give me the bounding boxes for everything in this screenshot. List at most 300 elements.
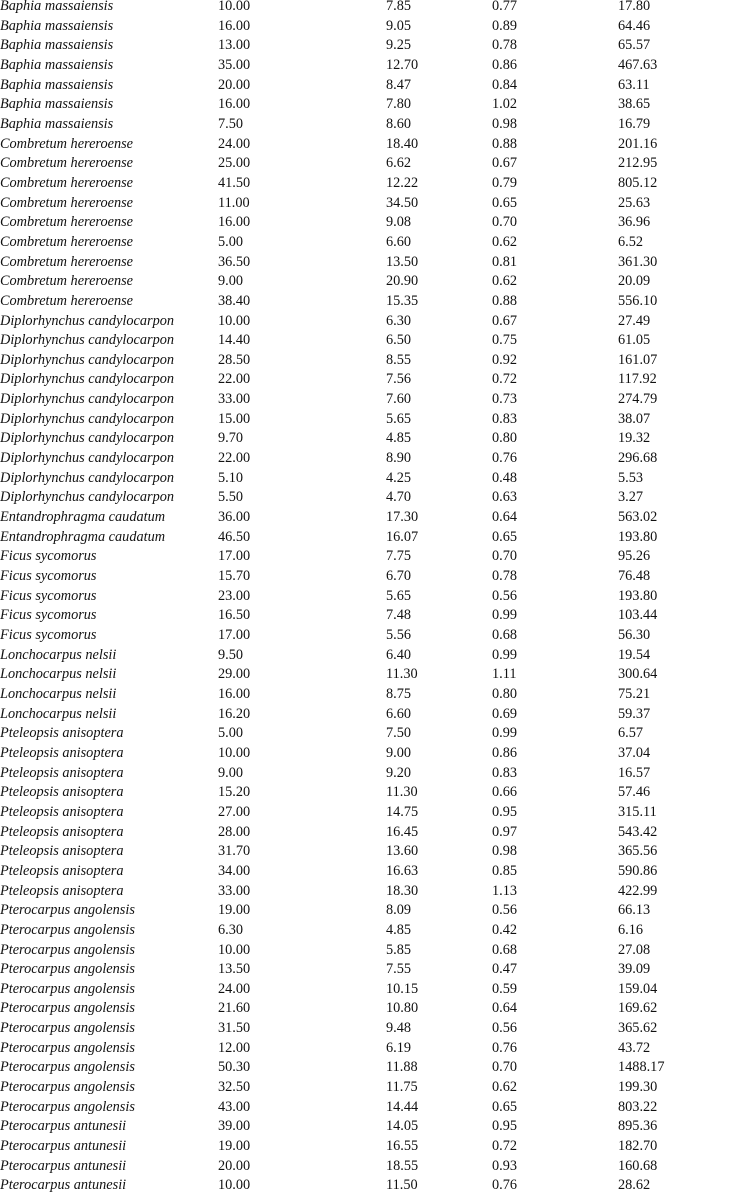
value-2-cell: 4.85: [386, 430, 412, 447]
value-2-cell: 8.47: [386, 76, 412, 93]
table-row: [0, 253, 744, 273]
table-row: [0, 351, 744, 371]
table-row: [0, 901, 744, 921]
table-row: [0, 744, 744, 764]
value-3-cell: 0.64: [492, 509, 518, 526]
species-cell: Diplorhynchus candylocarpon: [0, 450, 175, 467]
value-4-cell: 76.48: [618, 568, 651, 585]
value-4-cell: 467.63: [618, 56, 658, 73]
species-cell: Pterocarpus angolensis: [0, 921, 135, 938]
species-cell: Combretum hereroense: [0, 233, 134, 250]
table-row: [0, 95, 744, 115]
value-2-cell: 17.30: [386, 509, 419, 526]
value-3-cell: 0.80: [492, 685, 518, 702]
table-row: [0, 1098, 744, 1118]
value-1-cell: 9.00: [218, 764, 244, 781]
value-4-cell: 38.07: [618, 410, 651, 427]
value-4-cell: 805.12: [618, 174, 658, 191]
value-3-cell: 0.62: [492, 233, 518, 250]
species-cell: Ficus sycomorus: [0, 548, 97, 565]
value-2-cell: 18.30: [386, 882, 419, 899]
value-4-cell: 1488.17: [618, 1059, 665, 1076]
species-cell: Pteleopsis anisoptera: [0, 725, 124, 742]
species-cell: Baphia massaiensis: [0, 37, 114, 54]
table-row: [0, 567, 744, 587]
value-3-cell: 0.70: [492, 548, 518, 565]
table-row: [0, 213, 744, 233]
value-1-cell: 36.00: [218, 509, 251, 526]
value-3-cell: 0.78: [492, 568, 518, 585]
value-4-cell: 28.62: [618, 1177, 651, 1194]
value-1-cell: 5.00: [218, 233, 244, 250]
value-1-cell: 25.00: [218, 155, 251, 172]
value-3-cell: 0.47: [492, 961, 518, 978]
value-4-cell: 63.11: [618, 76, 650, 93]
value-4-cell: 5.53: [618, 469, 644, 486]
value-1-cell: 9.00: [218, 273, 244, 290]
species-cell: Entandrophragma caudatum: [0, 509, 166, 526]
value-3-cell: 0.86: [492, 56, 518, 73]
species-cell: Pterocarpus angolensis: [0, 941, 135, 958]
value-1-cell: 17.00: [218, 627, 251, 643]
value-4-cell: 61.05: [618, 332, 651, 349]
species-cell: Pterocarpus antunesii: [0, 1118, 127, 1135]
table-row: [0, 823, 744, 843]
value-1-cell: 15.00: [218, 410, 251, 427]
value-2-cell: 14.75: [386, 803, 419, 820]
value-1-cell: 22.00: [218, 371, 251, 388]
value-4-cell: 66.13: [618, 902, 651, 919]
value-3-cell: 0.56: [492, 587, 518, 604]
value-2-cell: 10.15: [386, 980, 419, 997]
value-3-cell: 0.56: [492, 1020, 518, 1037]
table-row: [0, 429, 744, 449]
table-row: [0, 960, 744, 980]
table-row: [0, 115, 744, 135]
species-cell: Combretum hereroense: [0, 292, 134, 309]
value-3-cell: 1.02: [492, 96, 518, 113]
value-2-cell: 11.88: [386, 1059, 418, 1076]
value-2-cell: 11.50: [386, 1177, 418, 1194]
value-4-cell: 117.92: [618, 371, 657, 388]
value-2-cell: 9.25: [386, 37, 412, 54]
value-3-cell: 0.68: [492, 941, 518, 958]
value-3-cell: 0.73: [492, 391, 518, 408]
value-3-cell: 0.95: [492, 1118, 518, 1135]
value-1-cell: 31.50: [218, 1020, 251, 1037]
table-row: [0, 312, 744, 332]
value-2-cell: 5.56: [386, 627, 412, 643]
value-1-cell: 33.00: [218, 882, 251, 899]
value-3-cell: 0.63: [492, 489, 518, 506]
value-1-cell: 21.60: [218, 1000, 251, 1017]
value-4-cell: 590.86: [618, 862, 658, 879]
value-3-cell: 0.66: [492, 784, 518, 801]
value-2-cell: 16.55: [386, 1138, 419, 1155]
value-4-cell: 182.70: [618, 1138, 658, 1155]
species-cell: Diplorhynchus candylocarpon: [0, 391, 175, 408]
value-4-cell: 169.62: [618, 1000, 658, 1017]
table-row: [0, 17, 744, 37]
value-3-cell: 0.83: [492, 410, 518, 427]
species-cell: Diplorhynchus candylocarpon: [0, 312, 175, 329]
species-cell: Pteleopsis anisoptera: [0, 882, 124, 899]
value-3-cell: 0.84: [492, 76, 518, 93]
species-cell: Lonchocarpus nelsii: [0, 705, 117, 722]
table-row: [0, 174, 744, 194]
species-cell: Pteleopsis anisoptera: [0, 784, 124, 801]
value-2-cell: 5.85: [386, 941, 412, 958]
value-2-cell: 11.75: [386, 1079, 418, 1096]
value-4-cell: 17.80: [618, 0, 651, 14]
table-row: [0, 1176, 744, 1196]
value-2-cell: 6.62: [386, 155, 412, 172]
species-cell: Combretum hereroense: [0, 155, 134, 172]
value-1-cell: 27.00: [218, 803, 251, 820]
value-2-cell: 9.05: [386, 17, 412, 34]
table-row: [0, 1137, 744, 1157]
value-1-cell: 32.50: [218, 1079, 251, 1096]
value-4-cell: 361.30: [618, 253, 658, 270]
table-row: [0, 626, 744, 646]
value-1-cell: 19.00: [218, 1138, 251, 1155]
table-row: [0, 508, 744, 528]
table-row: [0, 76, 744, 96]
value-3-cell: 0.99: [492, 646, 518, 663]
value-3-cell: 0.92: [492, 351, 518, 368]
value-4-cell: 37.04: [618, 744, 651, 761]
value-4-cell: 75.21: [618, 685, 651, 702]
species-cell: Pteleopsis anisoptera: [0, 803, 124, 820]
value-3-cell: 0.97: [492, 823, 518, 840]
value-4-cell: 38.65: [618, 96, 651, 113]
value-1-cell: 10.00: [218, 1177, 251, 1194]
value-1-cell: 46.50: [218, 528, 251, 545]
value-3-cell: 0.81: [492, 253, 518, 270]
value-3-cell: 0.72: [492, 371, 518, 388]
value-1-cell: 28.50: [218, 351, 251, 368]
value-3-cell: 0.80: [492, 430, 518, 447]
species-cell: Pterocarpus angolensis: [0, 1039, 135, 1056]
table-row: [0, 331, 744, 351]
value-3-cell: 0.89: [492, 17, 518, 34]
species-cell: Baphia massaiensis: [0, 96, 114, 113]
value-2-cell: 6.70: [386, 568, 412, 585]
value-1-cell: 5.50: [218, 489, 244, 506]
value-1-cell: 16.00: [218, 214, 251, 231]
species-cell: Lonchocarpus nelsii: [0, 646, 117, 663]
value-4-cell: 27.08: [618, 941, 651, 958]
species-cell: Lonchocarpus nelsii: [0, 685, 117, 702]
value-1-cell: 5.00: [218, 725, 244, 742]
value-2-cell: 13.60: [386, 843, 419, 860]
species-cell: Diplorhynchus candylocarpon: [0, 489, 175, 506]
value-2-cell: 16.07: [386, 528, 419, 545]
value-4-cell: 56.30: [618, 627, 651, 643]
value-3-cell: 0.76: [492, 1039, 518, 1056]
species-cell: Baphia massaiensis: [0, 56, 114, 73]
species-cell: Diplorhynchus candylocarpon: [0, 469, 175, 486]
table-row: [0, 705, 744, 725]
species-cell: Pterocarpus angolensis: [0, 1000, 135, 1017]
value-2-cell: 14.44: [386, 1098, 419, 1115]
table-row: [0, 724, 744, 744]
table-row: [0, 135, 744, 155]
species-cell: Diplorhynchus candylocarpon: [0, 430, 175, 447]
table-row: [0, 980, 744, 1000]
value-3-cell: 0.67: [492, 155, 518, 172]
value-4-cell: 193.80: [618, 528, 658, 545]
value-4-cell: 159.04: [618, 980, 658, 997]
value-4-cell: 6.16: [618, 921, 644, 938]
value-1-cell: 7.50: [218, 115, 244, 132]
value-1-cell: 14.40: [218, 332, 251, 349]
value-4-cell: 556.10: [618, 292, 658, 309]
value-2-cell: 8.60: [386, 115, 412, 132]
table-row: [0, 449, 744, 469]
value-4-cell: 543.42: [618, 823, 658, 840]
table-row: [0, 783, 744, 803]
species-cell: Pteleopsis anisoptera: [0, 744, 124, 761]
value-2-cell: 8.09: [386, 902, 412, 919]
value-1-cell: 13.00: [218, 37, 251, 54]
value-4-cell: 212.95: [618, 155, 658, 172]
species-cell: Combretum hereroense: [0, 273, 134, 290]
species-cell: Pterocarpus angolensis: [0, 1059, 135, 1076]
value-1-cell: 43.00: [218, 1098, 251, 1115]
table-row: [0, 154, 744, 174]
table-row: [0, 764, 744, 784]
value-4-cell: 6.57: [618, 725, 644, 742]
value-3-cell: 1.11: [492, 666, 517, 683]
value-2-cell: 5.65: [386, 410, 412, 427]
table-row: [0, 0, 744, 17]
value-4-cell: 27.49: [618, 312, 651, 329]
value-3-cell: 0.93: [492, 1157, 518, 1174]
table-row: [0, 36, 744, 56]
value-1-cell: 24.00: [218, 980, 251, 997]
species-cell: Pteleopsis anisoptera: [0, 843, 124, 860]
value-4-cell: 65.57: [618, 37, 651, 54]
species-cell: Baphia massaiensis: [0, 115, 114, 132]
table-row: [0, 646, 744, 666]
value-3-cell: 0.77: [492, 0, 518, 14]
value-3-cell: 0.70: [492, 214, 518, 231]
table-row: [0, 941, 744, 961]
species-cell: Entandrophragma caudatum: [0, 528, 166, 545]
value-3-cell: 0.85: [492, 862, 518, 879]
species-cell: Pterocarpus angolensis: [0, 1098, 135, 1115]
species-cell: Pteleopsis anisoptera: [0, 764, 124, 781]
value-4-cell: 103.44: [618, 607, 658, 624]
value-2-cell: 11.30: [386, 784, 418, 801]
table-row: [0, 194, 744, 214]
value-1-cell: 24.00: [218, 135, 251, 152]
value-4-cell: 315.11: [618, 803, 657, 820]
value-3-cell: 0.48: [492, 469, 518, 486]
value-1-cell: 31.70: [218, 843, 251, 860]
value-2-cell: 12.70: [386, 56, 419, 73]
value-1-cell: 10.00: [218, 744, 251, 761]
value-4-cell: 300.64: [618, 666, 658, 683]
table-row: [0, 1078, 744, 1098]
value-3-cell: 0.76: [492, 1177, 518, 1194]
value-1-cell: 10.00: [218, 941, 251, 958]
value-2-cell: 13.50: [386, 253, 419, 270]
table-row: [0, 921, 744, 941]
value-3-cell: 0.79: [492, 174, 518, 191]
table-row: [0, 882, 744, 902]
table-row: [0, 292, 744, 312]
value-2-cell: 6.60: [386, 705, 412, 722]
species-cell: Pterocarpus antunesii: [0, 1177, 127, 1194]
value-1-cell: 38.40: [218, 292, 251, 309]
value-2-cell: 34.50: [386, 194, 419, 211]
value-2-cell: 6.19: [386, 1039, 412, 1056]
value-3-cell: 0.64: [492, 1000, 518, 1017]
value-1-cell: 16.00: [218, 96, 251, 113]
value-1-cell: 17.00: [218, 548, 251, 565]
species-cell: Pterocarpus angolensis: [0, 1079, 135, 1096]
value-4-cell: 161.07: [618, 351, 658, 368]
value-1-cell: 19.00: [218, 902, 251, 919]
value-3-cell: 0.59: [492, 980, 518, 997]
value-2-cell: 18.40: [386, 135, 419, 152]
species-cell: Diplorhynchus candylocarpon: [0, 351, 175, 368]
value-3-cell: 0.75: [492, 332, 518, 349]
value-2-cell: 8.55: [386, 351, 412, 368]
value-3-cell: 0.98: [492, 115, 518, 132]
value-4-cell: 36.96: [618, 214, 651, 231]
table-row: [0, 842, 744, 862]
species-cell: Pterocarpus angolensis: [0, 902, 135, 919]
value-3-cell: 0.69: [492, 705, 518, 722]
value-1-cell: 20.00: [218, 76, 251, 93]
value-2-cell: 4.85: [386, 921, 412, 938]
value-4-cell: 16.57: [618, 764, 651, 781]
value-1-cell: 23.00: [218, 587, 251, 604]
value-3-cell: 0.62: [492, 273, 518, 290]
table-row: [0, 1157, 744, 1177]
value-4-cell: 3.27: [618, 489, 644, 506]
species-cell: Pterocarpus antunesii: [0, 1138, 127, 1155]
value-4-cell: 201.16: [618, 135, 658, 152]
species-cell: Diplorhynchus candylocarpon: [0, 410, 175, 427]
value-1-cell: 35.00: [218, 56, 251, 73]
value-3-cell: 0.70: [492, 1059, 518, 1076]
value-2-cell: 7.80: [386, 96, 412, 113]
value-2-cell: 7.75: [386, 548, 412, 565]
value-1-cell: 28.00: [218, 823, 251, 840]
value-4-cell: 95.26: [618, 548, 651, 565]
value-1-cell: 9.50: [218, 646, 244, 663]
value-2-cell: 9.48: [386, 1020, 412, 1037]
value-4-cell: 43.72: [618, 1039, 651, 1056]
value-4-cell: 57.46: [618, 784, 651, 801]
species-cell: Diplorhynchus candylocarpon: [0, 371, 175, 388]
value-3-cell: 0.65: [492, 1098, 518, 1115]
value-3-cell: 0.65: [492, 194, 518, 211]
species-cell: Combretum hereroense: [0, 174, 134, 191]
table-row: [0, 1019, 744, 1039]
species-cell: Ficus sycomorus: [0, 587, 97, 604]
species-cell: Pteleopsis anisoptera: [0, 862, 124, 879]
table-row: [0, 56, 744, 76]
value-2-cell: 9.20: [386, 764, 412, 781]
value-2-cell: 12.22: [386, 174, 419, 191]
value-1-cell: 39.00: [218, 1118, 251, 1135]
value-2-cell: 7.85: [386, 0, 412, 14]
table-row: [0, 665, 744, 685]
value-2-cell: 7.48: [386, 607, 412, 624]
value-3-cell: 0.67: [492, 312, 518, 329]
value-2-cell: 8.90: [386, 450, 412, 467]
species-cell: Baphia massaiensis: [0, 17, 114, 34]
value-3-cell: 0.62: [492, 1079, 518, 1096]
value-4-cell: 296.68: [618, 450, 658, 467]
table-row: [0, 685, 744, 705]
table-row: [0, 1058, 744, 1078]
value-2-cell: 16.63: [386, 862, 419, 879]
species-cell: Combretum hereroense: [0, 135, 134, 152]
value-2-cell: 10.80: [386, 1000, 419, 1017]
table-row: [0, 587, 744, 607]
species-cell: Ficus sycomorus: [0, 568, 97, 585]
value-4-cell: 39.09: [618, 961, 651, 978]
value-3-cell: 0.99: [492, 607, 518, 624]
value-1-cell: 13.50: [218, 961, 251, 978]
value-1-cell: 29.00: [218, 666, 251, 683]
species-cell: Baphia massaiensis: [0, 76, 114, 93]
table-row: [0, 390, 744, 410]
value-1-cell: 10.00: [218, 0, 251, 14]
value-4-cell: 895.36: [618, 1118, 658, 1135]
value-2-cell: 7.50: [386, 725, 412, 742]
value-2-cell: 5.65: [386, 587, 412, 604]
species-cell: Pterocarpus angolensis: [0, 1020, 135, 1037]
table-row: [0, 999, 744, 1019]
value-4-cell: 20.09: [618, 273, 651, 290]
table-row: [0, 803, 744, 823]
value-3-cell: 0.98: [492, 843, 518, 860]
value-4-cell: 64.46: [618, 17, 651, 34]
value-4-cell: 19.54: [618, 646, 651, 663]
value-3-cell: 0.56: [492, 902, 518, 919]
table-row: [0, 606, 744, 626]
value-4-cell: 193.80: [618, 587, 658, 604]
value-3-cell: 0.99: [492, 725, 518, 742]
table-row: [0, 233, 744, 253]
value-1-cell: 16.20: [218, 705, 251, 722]
species-cell: Combretum hereroense: [0, 253, 134, 270]
value-2-cell: 11.30: [386, 666, 418, 683]
value-1-cell: 41.50: [218, 174, 251, 191]
value-2-cell: 6.60: [386, 233, 412, 250]
value-2-cell: 7.55: [386, 961, 412, 978]
value-3-cell: 1.13: [492, 882, 518, 899]
value-2-cell: 4.70: [386, 489, 412, 506]
value-3-cell: 0.78: [492, 37, 518, 54]
value-2-cell: 20.90: [386, 273, 419, 290]
value-3-cell: 0.88: [492, 135, 518, 152]
species-cell: Pteleopsis anisoptera: [0, 823, 124, 840]
value-2-cell: 6.40: [386, 646, 412, 663]
value-3-cell: 0.72: [492, 1138, 518, 1155]
value-2-cell: 14.05: [386, 1118, 419, 1135]
table-row: [0, 469, 744, 489]
value-1-cell: 16.00: [218, 17, 251, 34]
value-2-cell: 9.00: [386, 744, 412, 761]
